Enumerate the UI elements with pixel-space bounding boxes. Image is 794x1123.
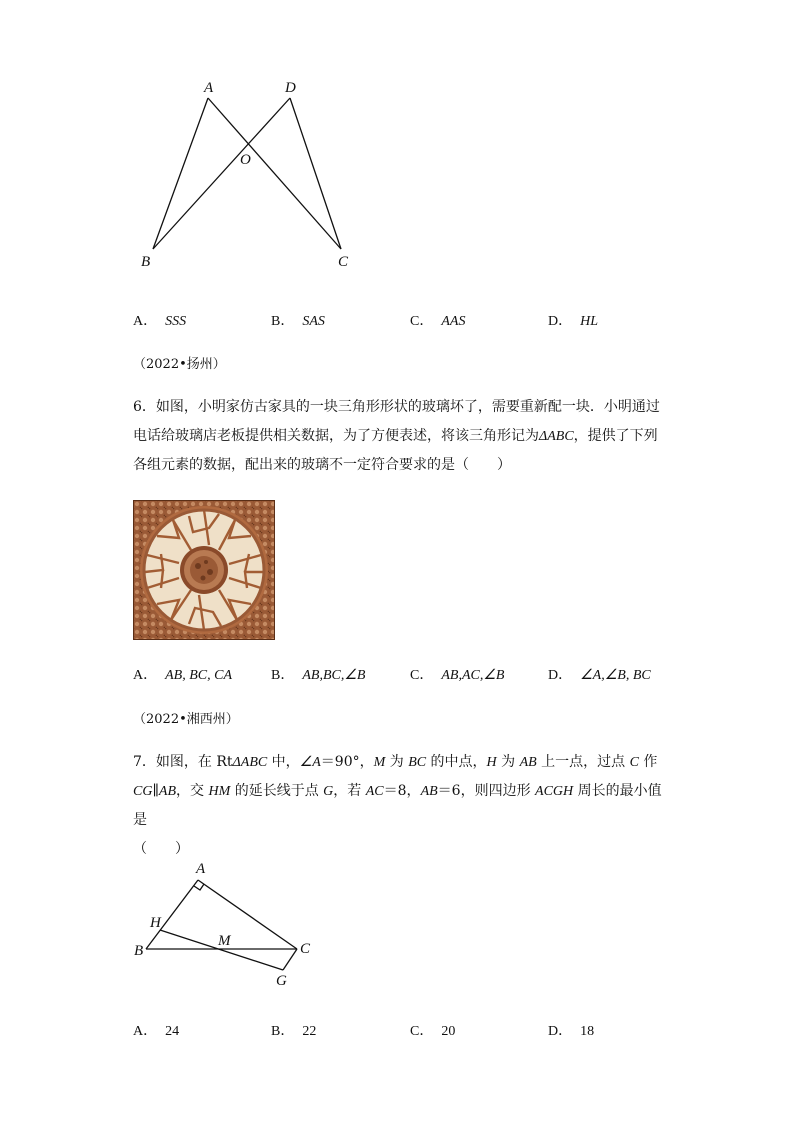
option-letter: B． (271, 314, 295, 329)
q6-number: 6． (133, 399, 156, 415)
option-letter: A． (133, 314, 158, 329)
option-letter: B． (271, 668, 295, 683)
t: ＝8， (383, 783, 421, 799)
t: 中， (267, 754, 300, 770)
q7-option-b (271, 1020, 316, 1040)
option-value: 22 (302, 1024, 317, 1039)
label-H: H (150, 915, 161, 931)
q6-line1-text: 如图，小明家仿古家具的一块三角形形状的玻璃坏了，需要重新配一块．小明通过 (155, 399, 660, 415)
q6-source: （2022•扬州） (133, 357, 226, 372)
right-angle-mark (194, 884, 204, 890)
label-A: A (204, 80, 214, 96)
t: 作 (638, 754, 658, 770)
option-letter: D． (548, 668, 573, 683)
t: CG (133, 784, 153, 799)
t: ACGH (535, 784, 574, 799)
q6-line3: 各组元素的数据，配出来的玻璃不一定符合要求的是（ ） (133, 457, 511, 473)
label-G: G (276, 973, 287, 989)
t: ，交 (176, 783, 209, 799)
t: ＝6，则四边形 (437, 783, 536, 799)
t: ∥ (152, 783, 159, 799)
t: H (486, 755, 497, 770)
t: ，若 (333, 783, 366, 799)
label-B: B (134, 943, 144, 959)
t: ＝90°， (320, 754, 374, 770)
option-value: 20 (441, 1024, 456, 1039)
option-value: AB, BC, CA (165, 668, 233, 683)
q7-number: 7． (133, 754, 156, 770)
t: BC (408, 755, 427, 770)
option-value: SSS (165, 314, 187, 329)
label-C: C (338, 254, 349, 270)
option-value: 24 (165, 1024, 180, 1039)
option-value: AB,BC,∠B (302, 668, 366, 683)
option-letter: D． (548, 314, 573, 329)
option-letter: A． (133, 1024, 158, 1039)
t: 如图，在 Rt (155, 754, 233, 770)
option-letter: B． (271, 1024, 295, 1039)
option-letter: D． (548, 1024, 573, 1039)
t: 为 (496, 754, 520, 770)
option-letter: C． (410, 314, 434, 329)
t: HM (208, 784, 231, 799)
option-value: AB,AC,∠B (441, 668, 505, 683)
label-D: D (285, 80, 296, 96)
t: 为 (385, 754, 409, 770)
q7-source: （2022•湘西州） (133, 712, 239, 727)
option-letter: A． (133, 668, 158, 683)
t: 上一点，过点 (536, 754, 630, 770)
segment-AC (198, 880, 297, 949)
t: C (629, 755, 639, 770)
option-value: SAS (302, 314, 325, 329)
option-value: AAS (441, 314, 466, 329)
t: AB (158, 784, 177, 799)
t: ΔABC (232, 755, 268, 770)
q6-triangle-label: ΔABC (539, 429, 574, 444)
label-C: C (300, 941, 311, 957)
t: 的延长线于点 (230, 783, 324, 799)
option-letter: C． (410, 668, 434, 683)
t: G (323, 784, 334, 799)
option-value: HL (580, 314, 599, 329)
t: M (373, 755, 386, 770)
q7-line3: （ ） (133, 841, 189, 857)
label-B: B (141, 254, 151, 270)
label-M: M (218, 933, 231, 949)
t: AC (365, 784, 384, 799)
q7-option-c (410, 1020, 455, 1040)
t: AB (519, 755, 537, 770)
q6-line2a: 电话给玻璃店老板提供相关数据，为了方便表述，将该三角形记为 (133, 428, 539, 444)
label-O: O (240, 152, 251, 168)
q7-option-d (548, 1020, 594, 1040)
t: 的中点， (426, 754, 487, 770)
t: 周长的最小值是 (133, 783, 662, 828)
t: ∠A (299, 755, 321, 770)
option-value: ∠A,∠B, BC (580, 668, 651, 683)
q7-option-a (133, 1020, 179, 1040)
q6-line2c: ，提供了下列 (573, 428, 658, 444)
segment-CG (283, 949, 297, 970)
label-A: A (196, 861, 206, 877)
option-value: 18 (580, 1024, 595, 1039)
t: AB (420, 784, 438, 799)
option-letter: C． (410, 1024, 434, 1039)
